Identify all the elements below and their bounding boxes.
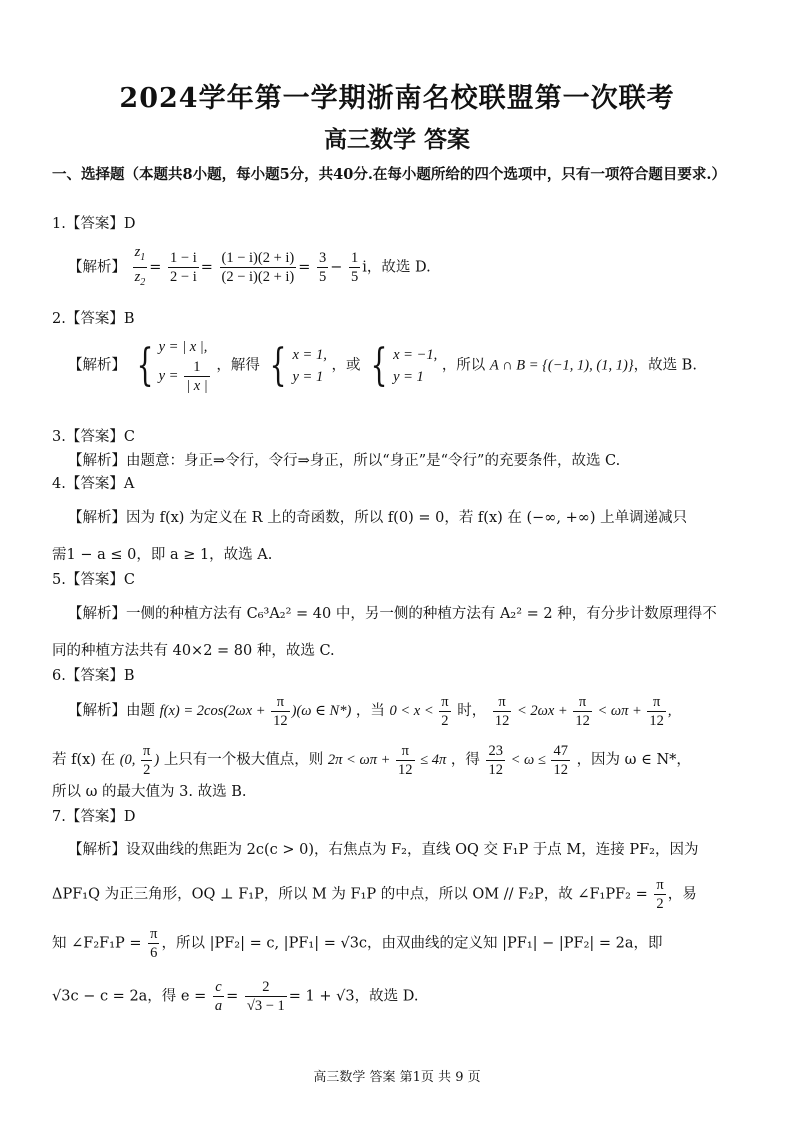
page-subtitle: 高三数学 答案 <box>323 126 470 153</box>
solution-4-line1: 【解析】因为 f(x) 为定义在 R 上的奇函数，所以 f(0) = 0，若 f(x) 在 (−∞, +∞) 上单调递减只 <box>68 510 688 526</box>
solution-3: 【解析】由题意：身正⇒令行，令行⇒身正，所以“身正”是“令行”的充要条件，故选 C. <box>68 453 621 469</box>
answer-1: 1.【答案】D <box>52 216 136 232</box>
solution-6-line1: 【解析】由题 f(x) = 2cos(2ωx + $\frac{\pi}{12}$ )(ω ∈ N*) ，当 0 < x < $\frac{\pi}{2}$ 时， $\frac{\pi}{12}$ < 2ωx + $\frac{\pi}{12}$ < ωπ + $\frac{\pi}{12}$ , <box>68 694 672 729</box>
page-footer: 高三数学 答案 第1页 共 9 页 <box>313 1070 481 1085</box>
answer-4: 4.【答案】A <box>52 476 135 492</box>
answer-2: 2.【答案】B <box>52 311 135 327</box>
page-title: 2024学年第一学期浙南名校联盟第一次联考 <box>119 83 675 114</box>
solution-7-line3: 知 ∠F₂F₁P = $\frac{\pi}{6}$ ，所以 |PF₂| = c, |PF₁| = √3c，由双曲线的定义知 |PF₁| − |PF₂| = 2a，即 <box>52 926 663 961</box>
answer-5: 5.【答案】C <box>52 572 135 588</box>
solution-5-line1: 【解析】一侧的种植方法有 C₆³A₂² = 40 中，另一侧的种植方法有 A₂² = 2 种，有分步计数原理得不 <box>68 606 717 622</box>
solution-6-line2: 若 f(x) 在 (0, $\frac{\pi}{2}$ ) 上只有一个极大值点，则 2π < ωπ + $\frac{\pi}{12}$ ≤ 4π ，得 $\frac{23}{12}$ < ω ≤ $\frac{47}{12}$ ，因为 ω ∈ N*， <box>52 743 691 778</box>
solution-4-line2: 需1 − a ≤ 0，即 a ≥ 1，故选 A. <box>52 547 273 563</box>
answer-6: 6.【答案】B <box>52 668 135 684</box>
solution-2: 【解析】 { y = | x |, y = $\frac{1}{| x |}$ ，解得 { x = 1, y = 1 ，或 { x = −1, y = 1 ，所以 A ∩ B = {(−1, 1), (1, 1)}，故选 B. <box>68 339 697 394</box>
solution-1: 【解析】 $\frac{z_1}{z_2}$ = $\frac{1 - i}{2 - i}$ = $\frac{(1 - i)(2 + i)}{(2 - i)(2 + i)}$ = $\frac{3}{5}$ − $\frac{1}{5}$ i，故选 D. <box>68 244 431 288</box>
answer-3: 3.【答案】C <box>52 429 135 445</box>
solution-6-line3: 所以 ω 的最大值为 3. 故选 B. <box>52 784 247 800</box>
section-heading: 一、选择题（本题共8小题，每小题5分，共40分.在每小题所给的四个选项中，只有一项符合题目要求.） <box>52 166 726 183</box>
solution-7-line1: 【解析】设双曲线的焦距为 2c(c > 0)，右焦点为 F₂，直线 OQ 交 F₁P 于点 M，连接 PF₂，因为 <box>68 842 699 858</box>
answer-7: 7.【答案】D <box>52 809 136 825</box>
solution-5-line2: 同的种植方法共有 40×2 = 80 种，故选 C. <box>52 643 335 659</box>
solution-7-line2: ΔPF₁Q 为正三角形，OQ ⊥ F₁P，所以 M 为 F₁P 的中点，所以 OM // F₂P，故 ∠F₁PF₂ = $\frac{\pi}{2}$ ，易 <box>52 877 697 912</box>
solution-7-line4: √3c − c = 2a，得 e = $\frac{c}{a}$ = $\frac{2}{√3 - 1}$ = 1 + √3，故选 D. <box>52 979 419 1014</box>
